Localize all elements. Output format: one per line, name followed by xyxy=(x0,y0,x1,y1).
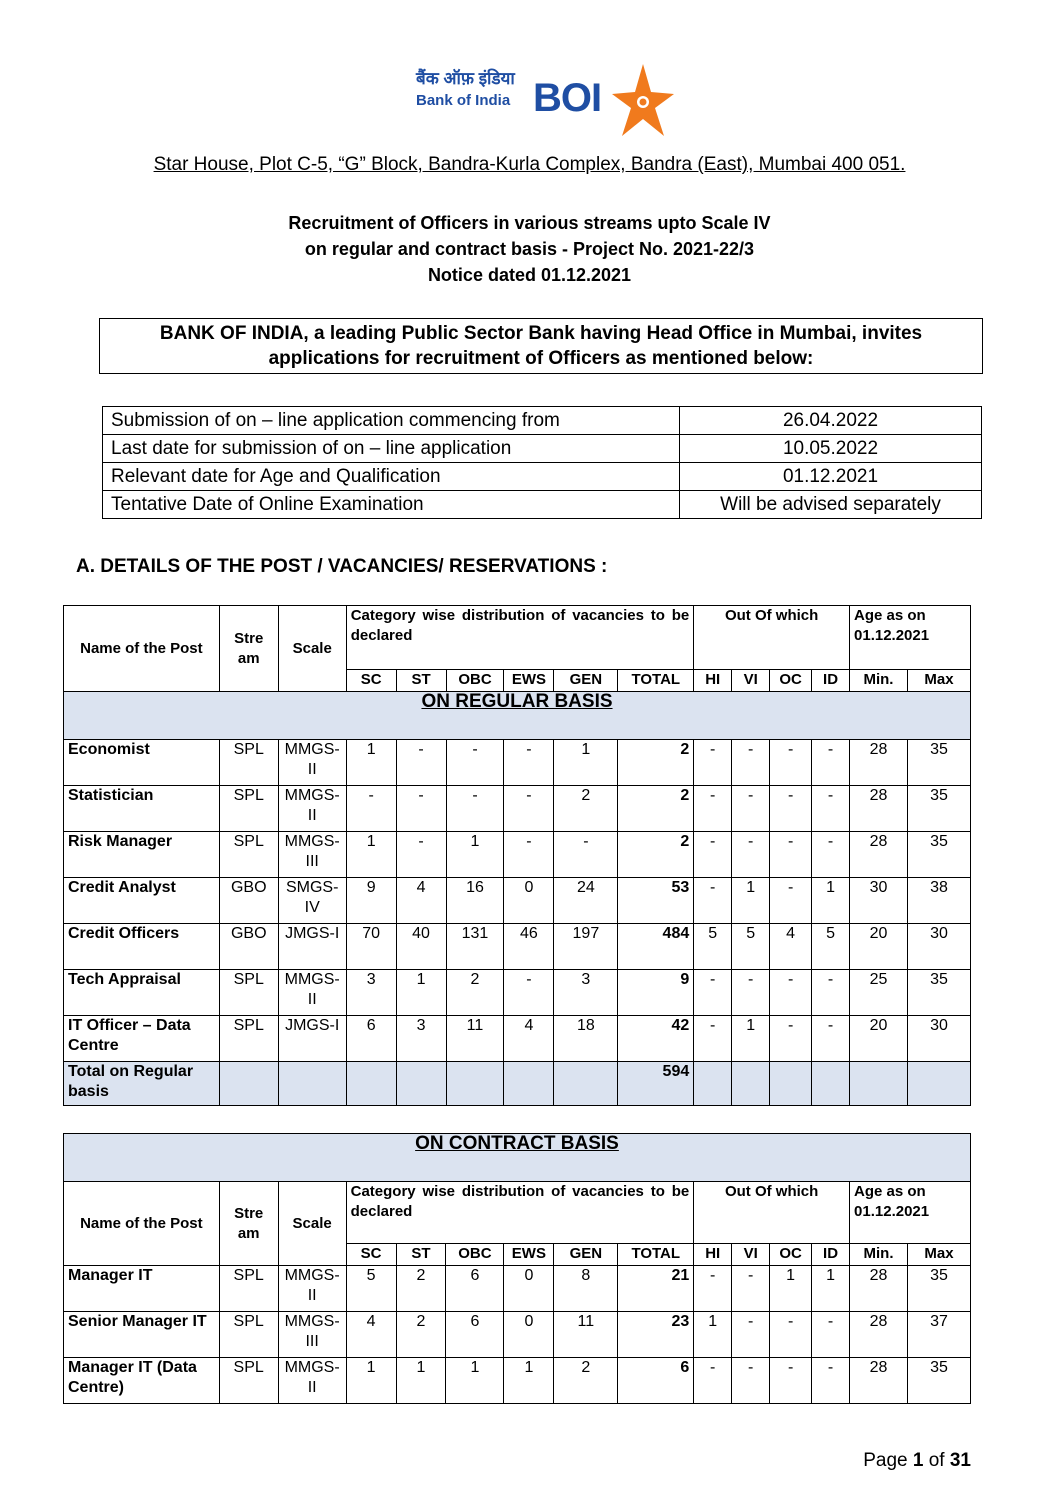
cell-hi: - xyxy=(694,1266,732,1312)
table-row xyxy=(64,970,971,1016)
table-row xyxy=(64,1358,971,1404)
cell-total: 2 xyxy=(618,786,694,832)
col-id: ID xyxy=(812,1244,850,1266)
col-oc: OC xyxy=(770,1244,812,1266)
cell-st: 40 xyxy=(396,924,446,970)
cell-sc: 9 xyxy=(346,878,396,924)
cell-st: 1 xyxy=(396,970,446,1016)
cell-ews: 0 xyxy=(504,878,554,924)
cell-scale: MMGS-II xyxy=(278,786,346,832)
address: Star House, Plot C-5, “G” Block, Bandra-Kurla Complex, Bandra (East), Mumbai 400 051. xyxy=(153,154,906,175)
cell-sc: 1 xyxy=(346,740,396,786)
cell-stream: SPL xyxy=(219,1358,278,1404)
col-age: Age as on 01.12.2021 xyxy=(850,1182,971,1244)
col-hi: HI xyxy=(694,670,732,692)
cell-obc: 16 xyxy=(446,878,504,924)
cell-max: 30 xyxy=(907,1016,970,1062)
cell-oc: - xyxy=(770,878,812,924)
cell-obc: 131 xyxy=(446,924,504,970)
cell-max: 35 xyxy=(907,786,970,832)
col-total: TOTAL xyxy=(618,1244,694,1266)
cell-max: 35 xyxy=(907,1266,970,1312)
col-obc: OBC xyxy=(446,1244,504,1266)
cell-total: 23 xyxy=(618,1312,694,1358)
col-vi: VI xyxy=(732,1244,770,1266)
cell-oc: - xyxy=(770,1358,812,1404)
total-value: 594 xyxy=(618,1062,694,1106)
table-row xyxy=(103,491,982,519)
cell-name: Tech Appraisal xyxy=(64,970,220,1016)
cell-oc: - xyxy=(770,970,812,1016)
cell-ews: - xyxy=(504,740,554,786)
cell-total: 42 xyxy=(618,1016,694,1062)
col-ews: EWS xyxy=(504,670,554,692)
col-category: Category wise distribution of vacancies to be declared xyxy=(346,1182,694,1244)
cell-sc: 4 xyxy=(346,1312,396,1358)
heading-line-1: Recruitment of Officers in various streams upto Scale IV xyxy=(288,213,771,233)
cell-total: 21 xyxy=(618,1266,694,1312)
cell-total: 2 xyxy=(618,740,694,786)
contract-rows xyxy=(64,1266,971,1404)
cell-id: 1 xyxy=(812,878,850,924)
bank-logo xyxy=(414,62,676,138)
cell-total: 53 xyxy=(618,878,694,924)
cell-sc: 3 xyxy=(346,970,396,1016)
col-total: TOTAL xyxy=(618,670,694,692)
cell-st: - xyxy=(396,832,446,878)
cell-gen: 2 xyxy=(554,1358,618,1404)
date-value: 01.12.2021 xyxy=(680,463,982,491)
cell-gen: 8 xyxy=(554,1266,618,1312)
logo-abbr: BOI xyxy=(533,76,602,120)
cell-ews: - xyxy=(504,786,554,832)
cell-st: - xyxy=(396,786,446,832)
page-number: Page 1 of 31 xyxy=(863,1450,971,1471)
cell-obc: 6 xyxy=(446,1266,504,1312)
contract-basis-band: ON CONTRACT BASIS xyxy=(64,1134,971,1182)
cell-vi: 5 xyxy=(732,924,770,970)
date-label: Submission of on – line application commencing from xyxy=(103,407,680,435)
col-vi: VI xyxy=(732,670,770,692)
regular-rows xyxy=(64,740,971,1062)
col-hi: HI xyxy=(694,1244,732,1266)
cell-oc: - xyxy=(770,740,812,786)
cell-max: 35 xyxy=(907,832,970,878)
cell-max: 37 xyxy=(907,1312,970,1358)
cell-vi: - xyxy=(732,832,770,878)
cell-ews: 0 xyxy=(504,1312,554,1358)
date-value: Will be advised separately xyxy=(680,491,982,519)
date-value: 10.05.2022 xyxy=(680,435,982,463)
logo-english-text: Bank of India xyxy=(416,92,511,109)
cell-id: - xyxy=(812,970,850,1016)
cell-ews: - xyxy=(504,970,554,1016)
cell-id: - xyxy=(812,786,850,832)
table-row xyxy=(103,435,982,463)
table-row xyxy=(103,407,982,435)
cell-vi: - xyxy=(732,740,770,786)
cell-obc: 1 xyxy=(446,832,504,878)
table-row xyxy=(64,832,971,878)
cell-st: 2 xyxy=(396,1266,446,1312)
col-min: Min. xyxy=(850,1244,908,1266)
cell-st: - xyxy=(396,740,446,786)
cell-vi: - xyxy=(732,1312,770,1358)
col-gen: GEN xyxy=(554,670,618,692)
cell-scale: JMGS-I xyxy=(278,1016,346,1062)
cell-scale: MMGS-III xyxy=(278,832,346,878)
cell-st: 3 xyxy=(396,1016,446,1062)
cell-hi: 1 xyxy=(694,1312,732,1358)
table-row xyxy=(64,924,971,970)
cell-total: 484 xyxy=(618,924,694,970)
cell-obc: 2 xyxy=(446,970,504,1016)
cell-max: 38 xyxy=(907,878,970,924)
cell-stream: SPL xyxy=(219,786,278,832)
col-sc: SC xyxy=(346,1244,396,1266)
intro-line-2: applications for recruitment of Officers as mentioned below: xyxy=(268,348,814,369)
table-row xyxy=(64,786,971,832)
cell-max: 30 xyxy=(907,924,970,970)
cell-obc: - xyxy=(446,740,504,786)
cell-total: 6 xyxy=(618,1358,694,1404)
cell-oc: - xyxy=(770,1016,812,1062)
col-stream: Stre am xyxy=(219,606,278,692)
cell-stream: SPL xyxy=(219,970,278,1016)
cell-id: - xyxy=(812,1312,850,1358)
cell-min: 28 xyxy=(850,786,908,832)
date-value: 26.04.2022 xyxy=(680,407,982,435)
cell-vi: - xyxy=(732,1358,770,1404)
date-label: Tentative Date of Online Examination xyxy=(103,491,680,519)
col-max: Max xyxy=(907,1244,970,1266)
cell-max: 35 xyxy=(907,740,970,786)
cell-ews: - xyxy=(504,832,554,878)
cell-ews: 1 xyxy=(504,1358,554,1404)
col-scale: Scale xyxy=(278,1182,346,1266)
cell-obc: - xyxy=(446,786,504,832)
col-category: Category wise distribution of vacancies to be declared xyxy=(346,606,694,670)
cell-name: Credit Officers xyxy=(64,924,220,970)
cell-oc: - xyxy=(770,1312,812,1358)
col-out-of-which: Out Of which xyxy=(694,1182,850,1244)
cell-name: Economist xyxy=(64,740,220,786)
cell-sc: - xyxy=(346,786,396,832)
cell-stream: SPL xyxy=(219,740,278,786)
cell-name: Statistician xyxy=(64,786,220,832)
section-a-title: A. DETAILS OF THE POST / VACANCIES/ RESERVATIONS : xyxy=(76,556,608,577)
col-out-of-which: Out Of which xyxy=(694,606,850,670)
table-row xyxy=(64,1312,971,1358)
cell-hi: - xyxy=(694,832,732,878)
cell-name: Credit Analyst xyxy=(64,878,220,924)
cell-id: - xyxy=(812,740,850,786)
cell-vi: - xyxy=(732,786,770,832)
cell-total: 9 xyxy=(618,970,694,1016)
col-oc: OC xyxy=(770,670,812,692)
col-sc: SC xyxy=(346,670,396,692)
cell-min: 28 xyxy=(850,832,908,878)
date-label: Relevant date for Age and Qualification xyxy=(103,463,680,491)
table-row xyxy=(103,463,982,491)
cell-stream: SPL xyxy=(219,1016,278,1062)
cell-min: 30 xyxy=(850,878,908,924)
cell-id: - xyxy=(812,832,850,878)
intro-box xyxy=(99,318,983,374)
total-label: Total on Regular basis xyxy=(64,1062,220,1106)
cell-gen: 24 xyxy=(554,878,618,924)
cell-min: 20 xyxy=(850,924,908,970)
cell-hi: - xyxy=(694,970,732,1016)
logo-hindi-text: बैंक ऑफ़ इंडिया xyxy=(416,69,515,88)
date-label: Last date for submission of on – line application xyxy=(103,435,680,463)
cell-hi: - xyxy=(694,786,732,832)
cell-scale: SMGS-IV xyxy=(278,878,346,924)
col-st: ST xyxy=(396,670,446,692)
cell-gen: 3 xyxy=(554,970,618,1016)
cell-min: 25 xyxy=(850,970,908,1016)
cell-name: Manager IT (Data Centre) xyxy=(64,1358,220,1404)
cell-oc: 4 xyxy=(770,924,812,970)
cell-sc: 1 xyxy=(346,832,396,878)
col-ews: EWS xyxy=(504,1244,554,1266)
cell-scale: MMGS-II xyxy=(278,1358,346,1404)
regular-basis-band: ON REGULAR BASIS xyxy=(64,692,971,740)
cell-id: 1 xyxy=(812,1266,850,1312)
cell-min: 28 xyxy=(850,1358,908,1404)
cell-oc: - xyxy=(770,832,812,878)
cell-max: 35 xyxy=(907,970,970,1016)
important-dates-table xyxy=(102,406,982,519)
cell-id: 5 xyxy=(812,924,850,970)
cell-min: 20 xyxy=(850,1016,908,1062)
col-min: Min. xyxy=(850,670,908,692)
cell-scale: MMGS-II xyxy=(278,740,346,786)
cell-vi: 1 xyxy=(732,1016,770,1062)
col-st: ST xyxy=(396,1244,446,1266)
cell-hi: - xyxy=(694,1358,732,1404)
cell-st: 2 xyxy=(396,1312,446,1358)
cell-id: - xyxy=(812,1016,850,1062)
cell-gen: 2 xyxy=(554,786,618,832)
col-max: Max xyxy=(907,670,970,692)
cell-name: IT Officer – Data Centre xyxy=(64,1016,220,1062)
regular-vacancies-table xyxy=(63,605,971,1106)
cell-scale: MMGS-III xyxy=(278,1312,346,1358)
cell-obc: 11 xyxy=(446,1016,504,1062)
cell-scale: JMGS-I xyxy=(278,924,346,970)
cell-vi: 1 xyxy=(732,878,770,924)
cell-vi: - xyxy=(732,970,770,1016)
table-row xyxy=(64,878,971,924)
cell-sc: 6 xyxy=(346,1016,396,1062)
heading-line-2: on regular and contract basis - Project No. 2021-22/3 xyxy=(304,239,755,259)
regular-total-row xyxy=(64,1062,971,1106)
cell-hi: - xyxy=(694,878,732,924)
cell-gen: 1 xyxy=(554,740,618,786)
cell-vi: - xyxy=(732,1266,770,1312)
cell-st: 4 xyxy=(396,878,446,924)
col-age: Age as on 01.12.2021 xyxy=(850,606,971,670)
cell-ews: 0 xyxy=(504,1266,554,1312)
cell-stream: SPL xyxy=(219,1312,278,1358)
cell-sc: 5 xyxy=(346,1266,396,1312)
cell-hi: - xyxy=(694,1016,732,1062)
cell-gen: 11 xyxy=(554,1312,618,1358)
table-row xyxy=(64,740,971,786)
cell-obc: 6 xyxy=(446,1312,504,1358)
cell-total: 2 xyxy=(618,832,694,878)
cell-id: - xyxy=(812,1358,850,1404)
cell-obc: 1 xyxy=(446,1358,504,1404)
cell-scale: MMGS-II xyxy=(278,1266,346,1312)
cell-gen: 197 xyxy=(554,924,618,970)
cell-min: 28 xyxy=(850,1266,908,1312)
intro-line-1: BANK OF INDIA, a leading Public Sector Bank having Head Office in Mumbai, invites xyxy=(159,323,923,344)
cell-scale: MMGS-II xyxy=(278,970,346,1016)
cell-st: 1 xyxy=(396,1358,446,1404)
heading-line-3: Notice dated 01.12.2021 xyxy=(427,265,632,285)
cell-stream: SPL xyxy=(219,1266,278,1312)
cell-min: 28 xyxy=(850,1312,908,1358)
cell-gen: - xyxy=(554,832,618,878)
cell-min: 28 xyxy=(850,740,908,786)
cell-name: Risk Manager xyxy=(64,832,220,878)
col-stream: Stre am xyxy=(219,1182,278,1266)
cell-name: Manager IT xyxy=(64,1266,220,1312)
col-scale: Scale xyxy=(278,606,346,692)
col-obc: OBC xyxy=(446,670,504,692)
cell-stream: GBO xyxy=(219,878,278,924)
col-name: Name of the Post xyxy=(64,1182,220,1266)
cell-oc: 1 xyxy=(770,1266,812,1312)
cell-oc: - xyxy=(770,786,812,832)
table-row xyxy=(64,1266,971,1312)
cell-hi: 5 xyxy=(694,924,732,970)
cell-ews: 46 xyxy=(504,924,554,970)
notice-heading xyxy=(0,210,1059,288)
table-row xyxy=(64,1016,971,1062)
cell-stream: SPL xyxy=(219,832,278,878)
star-icon xyxy=(610,62,676,138)
cell-max: 35 xyxy=(907,1358,970,1404)
col-name: Name of the Post xyxy=(64,606,220,692)
col-gen: GEN xyxy=(554,1244,618,1266)
cell-name: Senior Manager IT xyxy=(64,1312,220,1358)
contract-vacancies-table xyxy=(63,1133,971,1404)
cell-sc: 1 xyxy=(346,1358,396,1404)
cell-sc: 70 xyxy=(346,924,396,970)
cell-gen: 18 xyxy=(554,1016,618,1062)
cell-stream: GBO xyxy=(219,924,278,970)
cell-ews: 4 xyxy=(504,1016,554,1062)
cell-hi: - xyxy=(694,740,732,786)
col-id: ID xyxy=(812,670,850,692)
